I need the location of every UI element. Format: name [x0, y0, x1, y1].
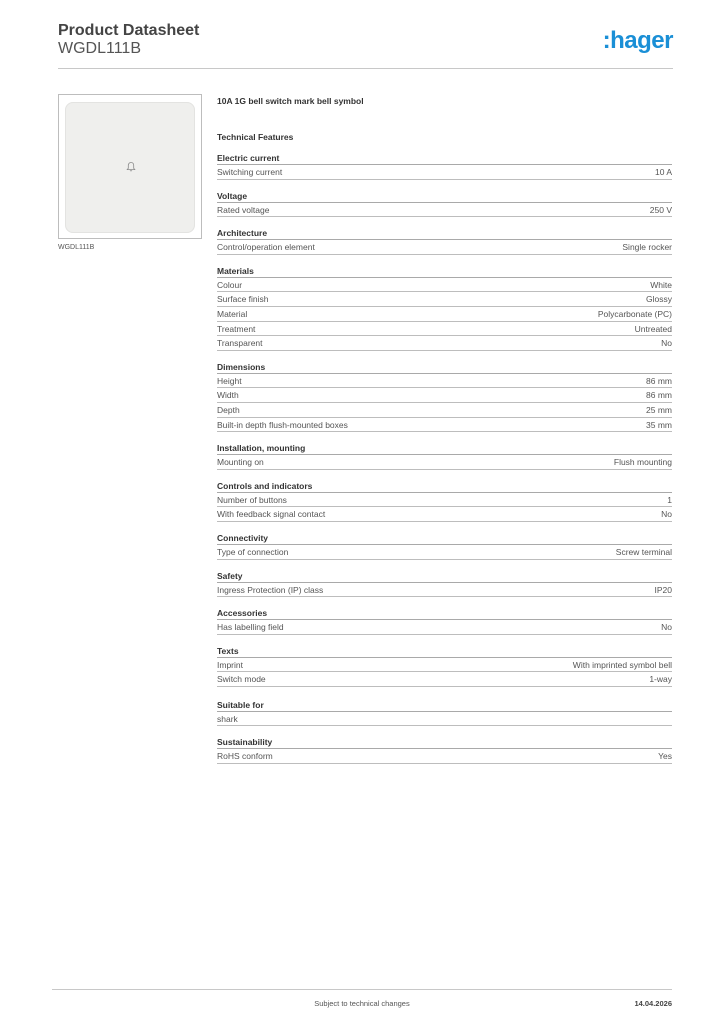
feature-value: With imprinted symbol bell [572, 659, 672, 670]
feature-row [217, 658, 672, 673]
section-heading: Accessories [217, 607, 672, 620]
feature-row [217, 455, 672, 470]
feature-label: Ingress Protection (IP) class [217, 584, 324, 595]
feature-value: Untreated [634, 323, 672, 334]
feature-value: Flush mounting [613, 457, 672, 468]
feature-label: Material [217, 308, 248, 319]
feature-sections [217, 152, 672, 764]
feature-label: shark [217, 713, 238, 724]
feature-row [217, 749, 672, 764]
feature-section [217, 699, 672, 727]
feature-section [217, 152, 672, 180]
feature-section [217, 442, 672, 470]
footer-divider [52, 989, 672, 990]
feature-row [217, 278, 672, 293]
section-heading: Materials [217, 265, 672, 278]
section-heading: Safety [217, 570, 672, 583]
feature-row [217, 292, 672, 307]
feature-label: Switch mode [217, 674, 266, 685]
feature-value: 86 mm [646, 375, 672, 386]
feature-row [217, 545, 672, 560]
section-heading: Connectivity [217, 532, 672, 545]
footer-date: 14.04.2026 [634, 999, 672, 1008]
feature-row [217, 403, 672, 418]
feature-row [217, 507, 672, 522]
feature-label: Height [217, 375, 242, 386]
datasheet-content [217, 95, 672, 774]
feature-value: No [661, 338, 672, 349]
feature-value: 35 mm [646, 419, 672, 430]
feature-value: IP20 [654, 584, 672, 595]
feature-label: RoHS conform [217, 751, 273, 762]
product-code: WGDL111B [58, 40, 141, 57]
feature-label: Control/operation element [217, 242, 315, 253]
feature-label: Surface finish [217, 294, 269, 305]
feature-value: Polycarbonate (PC) [597, 308, 672, 319]
section-heading: Suitable for [217, 699, 672, 712]
feature-value: No [661, 509, 672, 520]
feature-section [217, 607, 672, 635]
switch-plate [65, 102, 195, 233]
feature-row [217, 493, 672, 508]
footer-note: Subject to technical changes [314, 999, 410, 1008]
page-header [58, 20, 673, 70]
feature-section [217, 480, 672, 522]
feature-label: Rated voltage [217, 204, 270, 215]
feature-value: 10 A [654, 167, 672, 177]
product-image [58, 94, 202, 239]
feature-value: Single rocker [622, 242, 672, 253]
feature-section [217, 736, 672, 764]
feature-row [217, 203, 672, 218]
feature-section [217, 265, 672, 351]
section-heading: Architecture [217, 227, 672, 240]
hager-logo: :hager [602, 27, 673, 54]
feature-value: 250 V [649, 204, 672, 215]
feature-label: Switching current [217, 167, 283, 177]
feature-label: Number of buttons [217, 494, 287, 505]
feature-section [217, 570, 672, 598]
feature-label: Type of connection [217, 546, 289, 557]
feature-label: Has labelling field [217, 622, 284, 633]
section-heading: Controls and indicators [217, 480, 672, 493]
feature-row [217, 374, 672, 389]
feature-row [217, 322, 672, 337]
feature-row [217, 418, 672, 433]
section-heading: Texts [217, 645, 672, 658]
feature-label: Mounting on [217, 457, 264, 468]
feature-row [217, 240, 672, 255]
feature-label: Built-in depth flush-mounted boxes [217, 419, 348, 430]
feature-row [217, 583, 672, 598]
feature-row [217, 165, 672, 180]
feature-row [217, 620, 672, 635]
technical-features-heading: Technical Features [217, 132, 294, 142]
feature-label: Colour [217, 279, 243, 290]
bell-icon [125, 161, 137, 173]
feature-value: 1-way [649, 674, 672, 685]
feature-row [217, 388, 672, 403]
feature-row [217, 712, 672, 727]
feature-value: 25 mm [646, 404, 672, 415]
feature-section [217, 227, 672, 255]
feature-label: With feedback signal contact [217, 509, 326, 520]
feature-label: Imprint [217, 659, 243, 670]
feature-value: 1 [667, 494, 672, 505]
feature-value: No [661, 622, 672, 633]
header-divider [58, 68, 673, 69]
section-heading: Installation, mounting [217, 442, 672, 455]
feature-section [217, 190, 672, 218]
feature-section [217, 361, 672, 432]
feature-label: Treatment [217, 323, 256, 334]
feature-label: Depth [217, 404, 240, 415]
product-title: 10A 1G bell switch mark bell symbol [217, 96, 364, 106]
feature-value: Glossy [646, 294, 672, 305]
document-title: Product Datasheet [58, 22, 200, 39]
section-heading: Electric current [217, 152, 672, 165]
feature-value: Yes [658, 751, 672, 762]
feature-label: Transparent [217, 338, 263, 349]
feature-section [217, 532, 672, 560]
feature-row [217, 672, 672, 687]
section-heading: Sustainability [217, 736, 672, 749]
feature-row [217, 336, 672, 351]
feature-row [217, 307, 672, 322]
feature-value: 86 mm [646, 390, 672, 401]
feature-label: Width [217, 390, 239, 401]
feature-section [217, 645, 672, 687]
feature-value: Screw terminal [615, 546, 672, 557]
image-caption: WGDL111B [58, 244, 95, 251]
feature-value: White [650, 279, 672, 290]
section-heading: Voltage [217, 190, 672, 203]
section-heading: Dimensions [217, 361, 672, 374]
